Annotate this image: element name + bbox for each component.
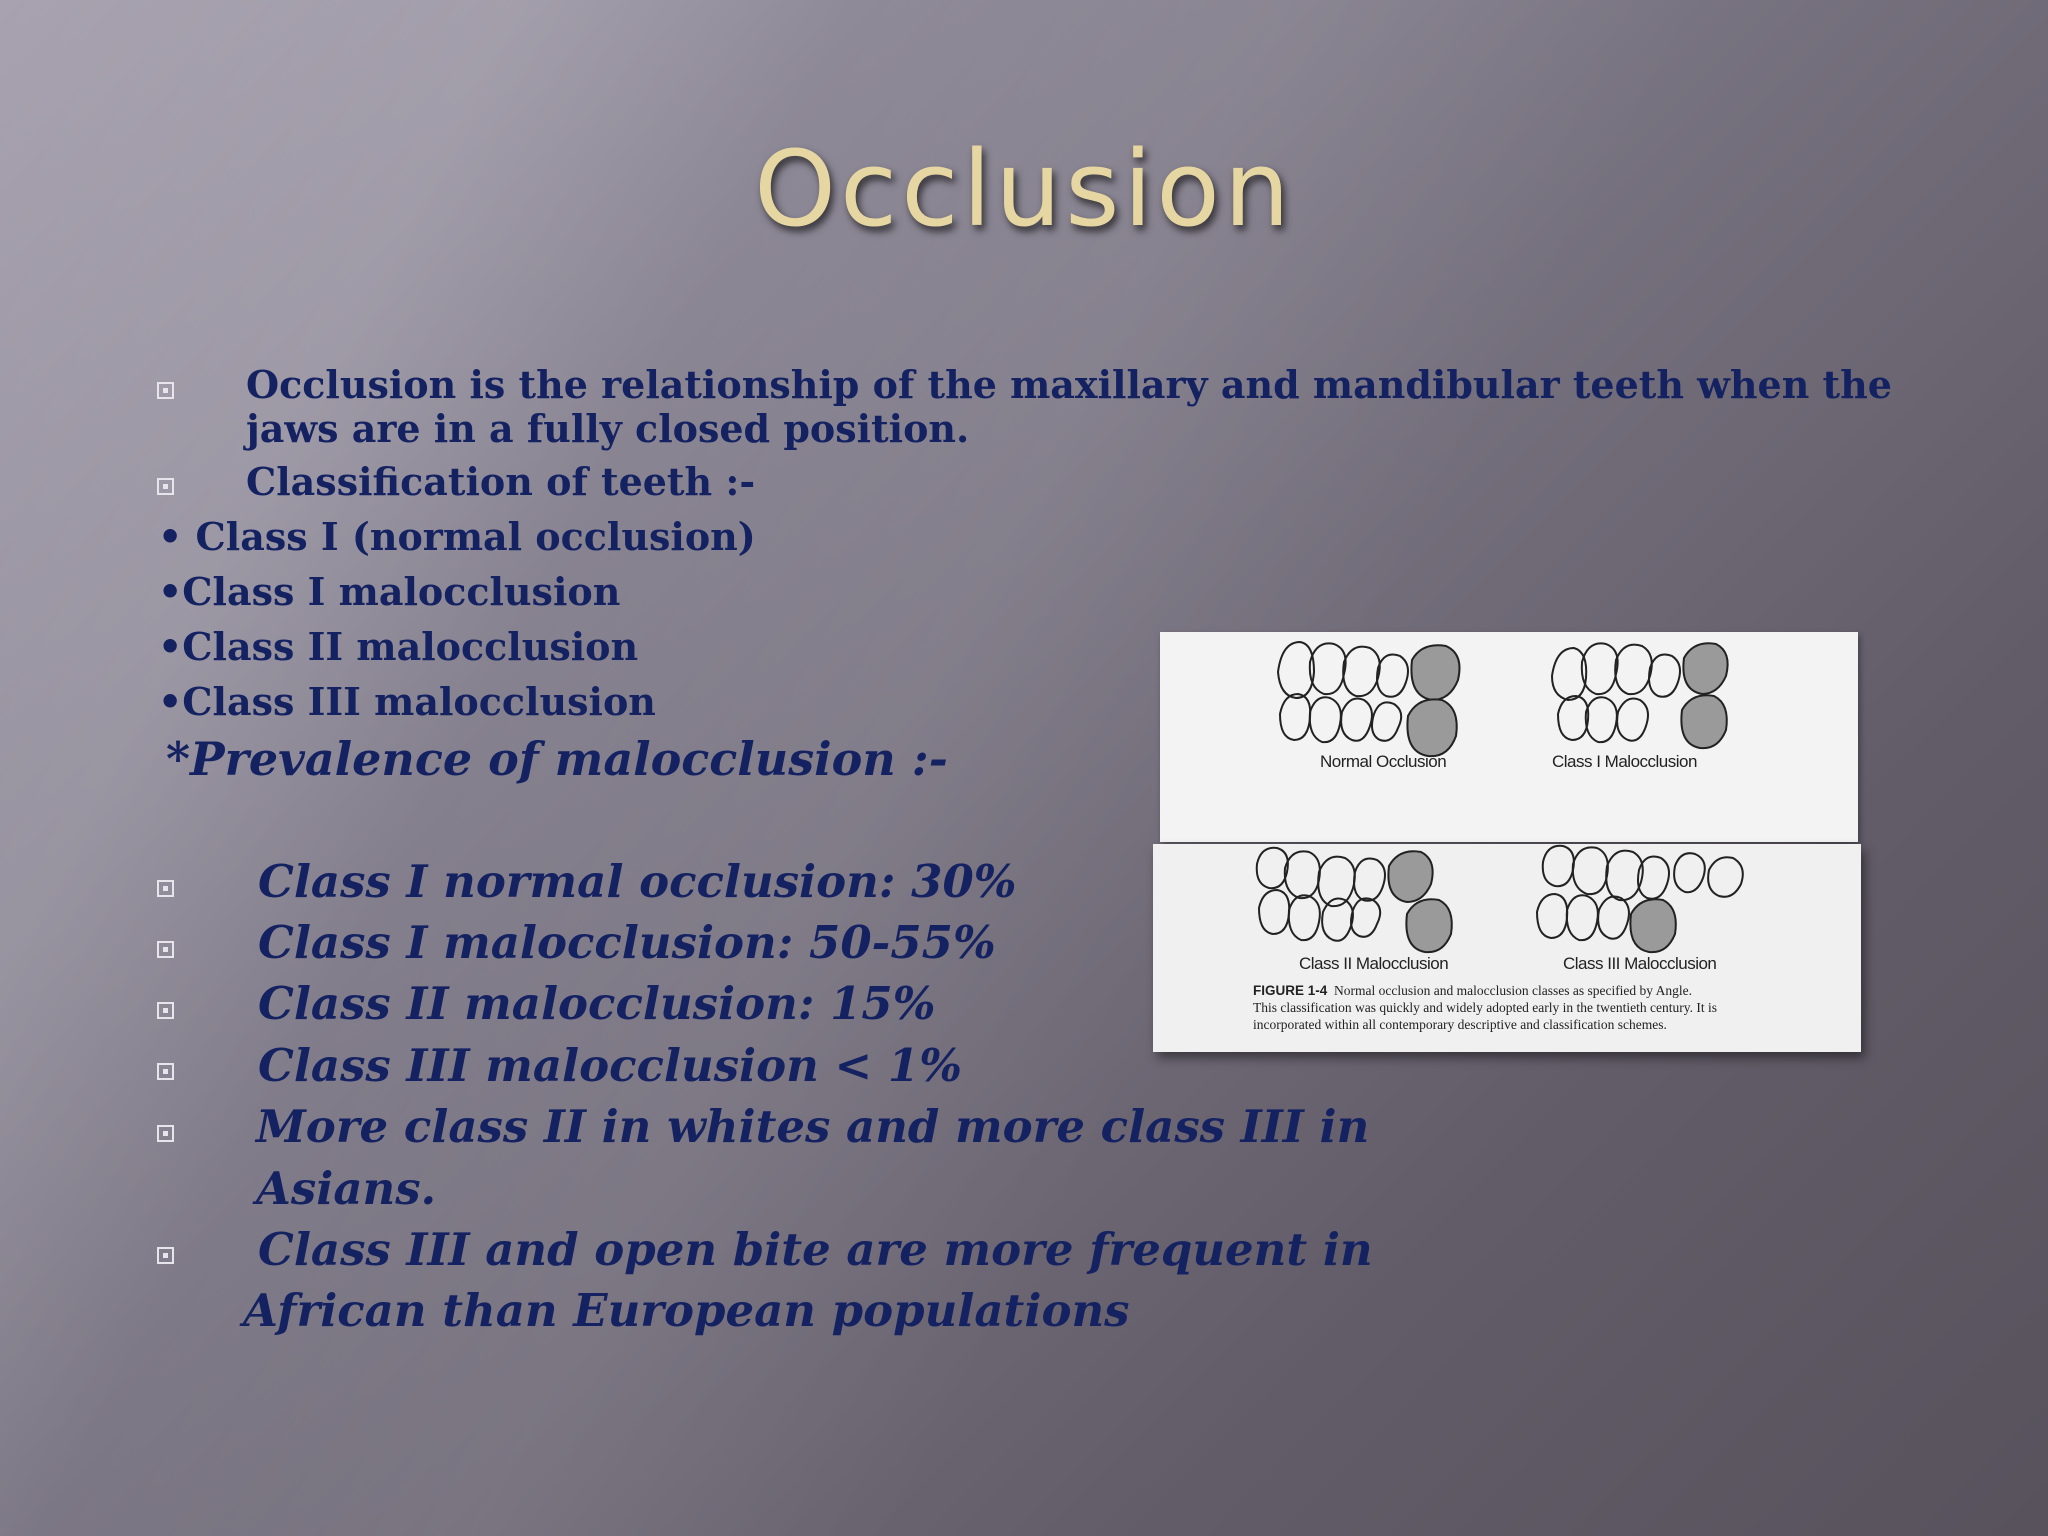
figure-caption: [1253, 982, 1813, 1033]
panel-label: Normal Occlusion: [1320, 752, 1447, 771]
figure-bottom-panel: [1153, 844, 1861, 1052]
teeth-drawing-bottom: [1153, 844, 1861, 964]
prevalence-item: Class III and open bite are more frequent in: [258, 1223, 1373, 1276]
prevalence-heading: *Prevalence of malocclusion :-: [166, 732, 948, 786]
caption-line: This classification was quickly and widely adopted early in the twentieth century. It is: [1253, 1000, 1717, 1015]
prevalence-item: More class II in whites and more class III in: [256, 1100, 1370, 1153]
panel-label: Class III Malocclusion: [1563, 954, 1717, 973]
class-item: • Class I (normal occlusion): [158, 514, 756, 559]
bullet-box-icon: [157, 1063, 174, 1080]
bullet-box-icon: [157, 941, 174, 958]
prevalence-item: Class III malocclusion < 1%: [258, 1039, 962, 1092]
intro-line-2: jaws are in a fully closed position.: [246, 406, 970, 451]
caption-lead: FIGURE 1-4: [1253, 983, 1328, 998]
prevalence-item-cont: Asians.: [256, 1162, 437, 1215]
teeth-drawing-top: [1160, 632, 1858, 842]
prevalence-item: Class I normal occlusion: 30%: [258, 855, 1017, 908]
bullet-box-icon: [157, 1125, 174, 1142]
bullet-box-icon: [157, 1247, 174, 1264]
class-item: •Class II malocclusion: [158, 624, 639, 669]
bullet-box-icon: [157, 880, 174, 897]
caption-line: incorporated within all contemporary descriptive and classification schemes.: [1253, 1017, 1667, 1032]
classification-heading: Classification of teeth :-: [246, 459, 756, 504]
panel-label: Class I Malocclusion: [1552, 752, 1697, 771]
intro-line-1: Occlusion is the relationship of the maxillary and mandibular teeth when the: [246, 362, 1892, 407]
malocclusion-figure: [1150, 628, 1862, 1054]
caption-line: Normal occlusion and malocclusion classes as specified by Angle.: [1334, 983, 1693, 998]
prevalence-item-cont: African than European populations: [243, 1284, 1130, 1337]
bullet-box-icon: [157, 478, 174, 495]
prevalence-item: Class II malocclusion: 15%: [258, 977, 936, 1030]
bullet-box-icon: [157, 1002, 174, 1019]
panel-label: Class II Malocclusion: [1299, 954, 1449, 973]
slide-title: Occlusion: [754, 128, 1294, 250]
class-item: •Class III malocclusion: [158, 679, 656, 724]
prevalence-item: Class I malocclusion: 50-55%: [258, 916, 996, 969]
bullet-box-icon: [157, 382, 174, 399]
figure-top-panel: [1160, 632, 1858, 842]
class-item: •Class I malocclusion: [158, 569, 621, 614]
